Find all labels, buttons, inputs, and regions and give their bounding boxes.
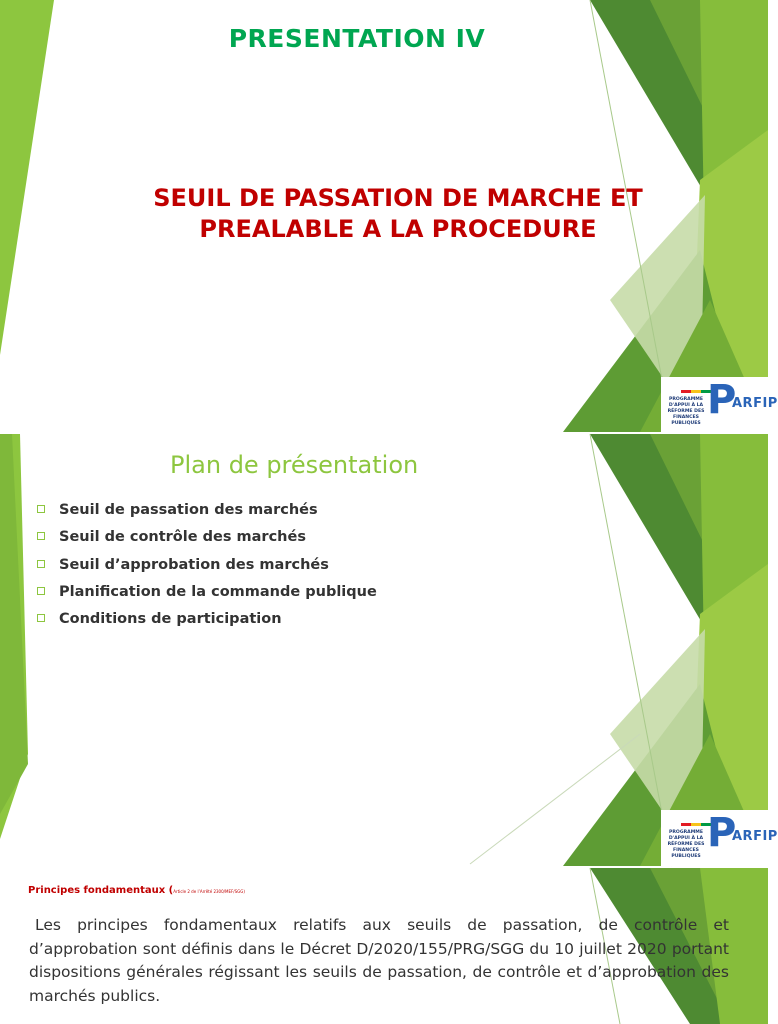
list-item xyxy=(36,500,377,527)
logo-name: ARFIP xyxy=(732,396,778,411)
list-item xyxy=(36,555,377,582)
parfip-logo xyxy=(661,810,778,866)
slide-plan xyxy=(0,434,778,866)
list-item xyxy=(36,609,377,636)
parfip-logo xyxy=(661,377,778,433)
principles-heading xyxy=(28,885,245,896)
list-item-label: Planification de la commande publique xyxy=(59,583,377,600)
principles-heading-text: Principes fondamentaux ( xyxy=(28,885,174,896)
slide-principles xyxy=(0,868,768,1024)
logo-tagline: PROGRAMME D'APPUI À LA RÉFORME DES FINANCES PUBLIQUES xyxy=(667,397,705,426)
principles-reference: Article 2 de l’Arrêté 2300/MEF/SGG) xyxy=(173,889,245,894)
checkbox-bullet-icon xyxy=(37,614,45,622)
list-item-label: Conditions de participation xyxy=(59,611,282,628)
checkbox-bullet-icon xyxy=(37,505,45,513)
logo-letter: P xyxy=(707,377,737,423)
list-item-label: Seuil d’approbation des marchés xyxy=(59,556,329,573)
list-item-label: Seuil de passation des marchés xyxy=(59,502,318,518)
slide-decoration xyxy=(0,434,768,866)
slide-title xyxy=(0,0,778,432)
checkbox-bullet-icon xyxy=(37,532,45,540)
presentation-subtitle: SEUIL DE PASSATION DE MARCHE ET PREALABLE A LA PROCEDURE xyxy=(153,184,643,243)
logo-name: ARFIP xyxy=(732,829,778,844)
list-item xyxy=(36,582,377,609)
presentation-title: PRESENTATION IV xyxy=(228,24,486,53)
principles-paragraph: Les principes fondamentaux relatifs aux seuils de passation, de contrôle et d’approbation sont définis dans le Décret D/2020/155/PRG/SGG du 10 juillet 2020 portant dispositions générales régissant les seuils de passation, de contrôle et d’approbation des marchés publics. xyxy=(29,916,729,1005)
checkbox-bullet-icon xyxy=(37,587,45,595)
logo-tagline: PROGRAMME D'APPUI À LA RÉFORME DES FINANCES PUBLIQUES xyxy=(667,830,705,859)
checkbox-bullet-icon xyxy=(37,560,45,568)
list-item-label: Seuil de contrôle des marchés xyxy=(59,529,306,546)
plan-list xyxy=(36,500,377,636)
plan-title: Plan de présentation xyxy=(170,451,419,479)
logo-letter: P xyxy=(707,810,737,856)
list-item xyxy=(36,527,377,554)
